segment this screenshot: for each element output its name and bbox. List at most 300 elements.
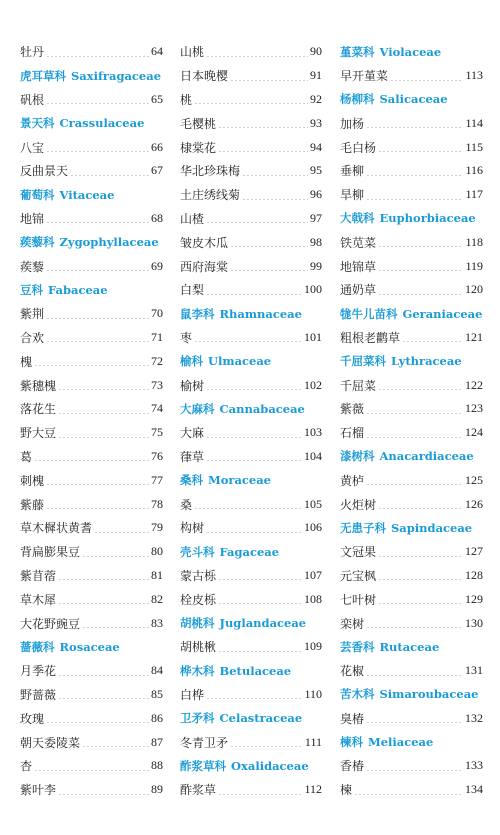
dot-leader xyxy=(58,437,149,438)
family-name-chinese: 牻牛儿苗科 xyxy=(340,306,398,321)
species-name: 榆树 xyxy=(180,378,205,393)
species-name: 反曲景天 xyxy=(20,164,69,179)
family-name-chinese: 壳斗科 xyxy=(180,544,215,559)
page-number: 66 xyxy=(151,139,163,154)
page-number: 131 xyxy=(465,663,483,678)
family-header xyxy=(180,706,322,730)
species-name: 草木犀 xyxy=(20,592,57,607)
family-header xyxy=(340,683,483,707)
index-entry[interactable] xyxy=(180,492,322,516)
species-name: 皱皮木瓜 xyxy=(180,235,229,250)
family-name-latin: Vitaceae xyxy=(59,187,115,202)
page-number: 100 xyxy=(304,282,322,297)
index-entry[interactable] xyxy=(340,111,483,135)
index-entry[interactable] xyxy=(180,564,322,588)
index-entry[interactable] xyxy=(340,254,483,278)
family-name-chinese: 杨柳科 xyxy=(340,92,375,107)
index-entry[interactable] xyxy=(340,230,483,254)
species-name: 刺槐 xyxy=(20,473,45,488)
species-name: 香椿 xyxy=(340,759,365,774)
index-entry[interactable] xyxy=(180,40,322,64)
index-column-3 xyxy=(340,40,483,802)
family-name-latin: Saxifragaceae xyxy=(71,68,162,83)
index-entry[interactable] xyxy=(340,183,483,207)
family-header xyxy=(340,207,483,231)
family-name-chinese: 景天科 xyxy=(20,116,55,131)
index-entry[interactable] xyxy=(20,778,163,802)
species-name: 冬青卫矛 xyxy=(180,735,229,750)
dot-leader xyxy=(218,151,308,152)
index-entry[interactable] xyxy=(340,278,483,302)
index-entry[interactable] xyxy=(340,468,483,492)
index-entry[interactable] xyxy=(20,587,163,611)
family-name-latin: Violaceae xyxy=(379,44,442,59)
dot-leader xyxy=(230,246,308,247)
dot-leader xyxy=(194,341,302,342)
family-name-latin: Juglandaceae xyxy=(219,616,307,631)
family-header xyxy=(180,659,322,683)
page-number: 64 xyxy=(151,44,163,59)
dot-leader xyxy=(46,508,149,509)
index-entry[interactable] xyxy=(340,564,483,588)
dot-leader xyxy=(218,651,302,652)
page-number: 69 xyxy=(151,258,163,273)
index-entry[interactable] xyxy=(180,135,322,159)
page-number: 77 xyxy=(151,472,163,487)
family-header xyxy=(20,64,163,88)
family-name-latin: Ulmaceae xyxy=(208,354,272,369)
page-number: 88 xyxy=(151,758,163,773)
family-name-chinese: 大戟科 xyxy=(340,211,375,226)
page-number: 85 xyxy=(151,686,163,701)
index-entry[interactable] xyxy=(340,492,483,516)
dot-leader xyxy=(206,698,302,699)
index-entry[interactable] xyxy=(20,683,163,707)
page-number: 78 xyxy=(151,496,163,511)
family-name-latin: Geraniaceae xyxy=(402,306,483,321)
dot-leader xyxy=(378,603,463,604)
index-entry[interactable] xyxy=(20,88,163,112)
dot-leader xyxy=(82,627,149,628)
species-name: 栾树 xyxy=(340,616,365,631)
index-entry[interactable] xyxy=(180,254,322,278)
page-number: 76 xyxy=(151,448,163,463)
index-entry[interactable] xyxy=(340,159,483,183)
page-number: 132 xyxy=(465,710,483,725)
page-number: 117 xyxy=(465,187,483,202)
dot-leader xyxy=(218,127,308,128)
dot-leader xyxy=(46,103,149,104)
index-entry[interactable] xyxy=(20,326,163,350)
page-number: 116 xyxy=(465,163,483,178)
species-name: 酢浆草 xyxy=(180,783,217,798)
family-name-chinese: 千屈菜科 xyxy=(340,354,386,369)
species-name: 杏 xyxy=(20,759,33,774)
page-number: 93 xyxy=(310,115,322,130)
index-entry[interactable] xyxy=(180,778,322,802)
family-name-latin: Euphorbiaceae xyxy=(379,211,476,226)
index-entry[interactable] xyxy=(180,683,322,707)
species-name: 旱柳 xyxy=(340,188,365,203)
page-number: 129 xyxy=(465,591,483,606)
page-number: 119 xyxy=(465,258,483,273)
index-entry[interactable] xyxy=(340,611,483,635)
dot-leader xyxy=(70,175,149,176)
page-number: 72 xyxy=(151,353,163,368)
index-entry[interactable] xyxy=(20,254,163,278)
index-entry[interactable] xyxy=(180,64,322,88)
species-name: 野蔷薇 xyxy=(20,687,57,702)
index-entry[interactable] xyxy=(20,207,163,231)
species-name: 日本晚樱 xyxy=(180,69,229,84)
page-number: 111 xyxy=(304,734,322,749)
dot-leader xyxy=(34,460,149,461)
species-name: 玫瑰 xyxy=(20,711,45,726)
family-header xyxy=(20,230,163,254)
index-entry[interactable] xyxy=(340,326,483,350)
species-name: 白桦 xyxy=(180,687,205,702)
family-header xyxy=(180,754,322,778)
page-number: 92 xyxy=(310,91,322,106)
dot-leader xyxy=(366,437,463,438)
page-number: 133 xyxy=(465,758,483,773)
dot-leader xyxy=(58,698,149,699)
species-name: 华北珍珠梅 xyxy=(180,164,241,179)
species-name: 草木樨状黄耆 xyxy=(20,521,93,536)
dot-leader xyxy=(218,603,302,604)
page-number: 91 xyxy=(310,68,322,83)
dot-leader xyxy=(46,484,149,485)
index-entry[interactable] xyxy=(20,40,163,64)
dot-leader xyxy=(378,389,463,390)
dot-leader xyxy=(58,389,149,390)
index-entry[interactable] xyxy=(180,587,322,611)
index-entry[interactable] xyxy=(180,183,322,207)
index-entry[interactable] xyxy=(180,635,322,659)
page-number: 121 xyxy=(465,329,483,344)
dot-leader xyxy=(206,532,302,533)
species-name: 胡桃楸 xyxy=(180,640,217,655)
species-name: 枣 xyxy=(180,330,193,345)
index-entry[interactable] xyxy=(20,373,163,397)
dot-leader xyxy=(46,270,149,271)
page-number: 87 xyxy=(151,734,163,749)
dot-leader xyxy=(378,151,463,152)
family-name-chinese: 葡萄科 xyxy=(20,187,55,202)
family-header xyxy=(340,40,483,64)
dot-leader xyxy=(46,56,149,57)
family-name-latin: Sapindaceae xyxy=(391,520,473,535)
dot-leader xyxy=(242,175,308,176)
family-name-chinese: 桦木科 xyxy=(180,663,215,678)
species-name: 八宝 xyxy=(20,140,45,155)
species-name: 粗根老鹳草 xyxy=(340,330,401,345)
index-entry[interactable] xyxy=(340,659,483,683)
dot-leader xyxy=(34,770,149,771)
dot-leader xyxy=(366,127,463,128)
family-name-chinese: 胡桃科 xyxy=(180,616,215,631)
index-entry[interactable] xyxy=(340,587,483,611)
species-name: 蒺藜 xyxy=(20,259,45,274)
dot-leader xyxy=(366,413,463,414)
index-entry[interactable] xyxy=(180,230,322,254)
page-number: 81 xyxy=(151,567,163,582)
species-name: 通奶草 xyxy=(340,283,377,298)
dot-leader xyxy=(34,365,149,366)
species-name: 朝天委陵菜 xyxy=(20,735,81,750)
dot-leader xyxy=(58,413,149,414)
page-number: 128 xyxy=(465,567,483,582)
family-name-latin: Celastraceae xyxy=(219,711,303,726)
index-entry[interactable] xyxy=(20,349,163,373)
species-name: 蒙古栎 xyxy=(180,568,217,583)
species-name: 毛樱桃 xyxy=(180,116,217,131)
species-name: 栓皮栎 xyxy=(180,592,217,607)
species-name: 垂柳 xyxy=(340,164,365,179)
page-number: 70 xyxy=(151,306,163,321)
page-number: 110 xyxy=(304,686,322,701)
dot-leader xyxy=(218,579,302,580)
species-name: 楝 xyxy=(340,783,353,798)
family-header xyxy=(340,349,483,373)
page-number: 115 xyxy=(465,139,483,154)
family-name-latin: Moraceae xyxy=(208,473,271,488)
page-number: 101 xyxy=(304,329,322,344)
index-entry[interactable] xyxy=(180,326,322,350)
dot-leader xyxy=(366,175,463,176)
family-name-latin: Crassulaceae xyxy=(59,116,145,131)
index-entry[interactable] xyxy=(20,516,163,540)
species-name: 花椒 xyxy=(340,664,365,679)
dot-leader xyxy=(206,389,302,390)
dot-leader xyxy=(58,603,149,604)
index-entry[interactable] xyxy=(340,421,483,445)
species-name: 黄栌 xyxy=(340,473,365,488)
page-number: 96 xyxy=(310,187,322,202)
index-entry[interactable] xyxy=(340,540,483,564)
family-name-chinese: 虎耳草科 xyxy=(20,68,66,83)
dot-leader xyxy=(230,746,303,747)
dot-leader xyxy=(58,579,149,580)
dot-leader xyxy=(46,341,149,342)
family-name-chinese: 蒺藜科 xyxy=(20,235,55,250)
family-header xyxy=(340,635,483,659)
page-number: 130 xyxy=(465,615,483,630)
index-entry[interactable] xyxy=(340,754,483,778)
family-header xyxy=(180,302,322,326)
species-name: 西府海棠 xyxy=(180,259,229,274)
family-name-latin: Meliaceae xyxy=(368,735,434,749)
page-number: 127 xyxy=(465,544,483,559)
index-entry[interactable] xyxy=(20,445,163,469)
species-name: 大麻 xyxy=(180,426,205,441)
species-name: 紫叶李 xyxy=(20,783,57,798)
index-entry[interactable] xyxy=(340,373,483,397)
dot-leader xyxy=(378,508,463,509)
family-name-latin: Rosaceae xyxy=(59,639,120,654)
page-number: 114 xyxy=(465,115,483,130)
species-name: 矾根 xyxy=(20,92,45,107)
page-number: 107 xyxy=(304,567,322,582)
page-number: 74 xyxy=(151,401,163,416)
page-number: 89 xyxy=(151,782,163,797)
species-name: 千屈菜 xyxy=(340,378,377,393)
page-number: 67 xyxy=(151,163,163,178)
dot-leader xyxy=(206,56,308,57)
species-name: 白梨 xyxy=(180,283,205,298)
index-entry[interactable] xyxy=(20,540,163,564)
page-number: 71 xyxy=(151,329,163,344)
index-entry[interactable] xyxy=(180,516,322,540)
page-number: 94 xyxy=(310,139,322,154)
species-name: 七叶树 xyxy=(340,592,377,607)
species-name: 大花野豌豆 xyxy=(20,616,81,631)
species-name: 土庄绣线菊 xyxy=(180,188,241,203)
dot-leader xyxy=(218,794,302,795)
family-name-latin: Anacardiaceae xyxy=(379,449,474,464)
family-name-chinese: 鼠李科 xyxy=(180,306,215,321)
index-entry[interactable] xyxy=(20,397,163,421)
dot-leader xyxy=(366,484,463,485)
species-name: 石榴 xyxy=(340,426,365,441)
index-entry[interactable] xyxy=(340,778,483,802)
dot-leader xyxy=(378,579,463,580)
dot-leader xyxy=(378,270,463,271)
family-name-chinese: 卫矛科 xyxy=(180,711,215,726)
index-entry[interactable] xyxy=(20,564,163,588)
index-entry[interactable] xyxy=(20,659,163,683)
page-number: 123 xyxy=(465,401,483,416)
species-name: 合欢 xyxy=(20,330,45,345)
species-name: 紫穗槐 xyxy=(20,378,57,393)
page-number: 108 xyxy=(304,591,322,606)
family-name-chinese: 堇菜科 xyxy=(340,44,375,59)
index-entry[interactable] xyxy=(20,492,163,516)
page-number: 102 xyxy=(304,377,322,392)
dot-leader xyxy=(46,722,149,723)
family-header xyxy=(340,730,483,754)
dot-leader xyxy=(378,556,463,557)
dot-leader xyxy=(206,222,308,223)
page-number: 68 xyxy=(151,210,163,225)
family-header xyxy=(20,183,163,207)
index-column-2 xyxy=(180,40,322,802)
family-name-latin: Cannabaceae xyxy=(219,401,305,416)
species-name: 早开堇菜 xyxy=(340,69,389,84)
family-name-latin: Lythraceae xyxy=(391,354,462,369)
species-name: 牡丹 xyxy=(20,45,45,60)
page-number: 80 xyxy=(151,544,163,559)
page-number: 112 xyxy=(304,782,322,797)
page-number: 97 xyxy=(310,210,322,225)
family-header xyxy=(180,397,322,421)
dot-leader xyxy=(194,103,308,104)
family-name-latin: Betulaceae xyxy=(219,663,292,678)
species-name: 落花生 xyxy=(20,402,57,417)
page-number: 84 xyxy=(151,663,163,678)
family-header xyxy=(20,111,163,135)
index-entry[interactable] xyxy=(20,611,163,635)
dot-leader xyxy=(194,508,302,509)
species-name: 槐 xyxy=(20,354,33,369)
dot-leader xyxy=(58,794,149,795)
index-entry[interactable] xyxy=(180,730,322,754)
dot-leader xyxy=(230,270,308,271)
family-name-chinese: 桑科 xyxy=(180,473,203,488)
family-header xyxy=(180,611,322,635)
index-entry[interactable] xyxy=(20,706,163,730)
index-entry[interactable] xyxy=(20,421,163,445)
dot-leader xyxy=(82,746,149,747)
species-name: 月季花 xyxy=(20,664,57,679)
dot-leader xyxy=(366,627,463,628)
index-entry[interactable] xyxy=(340,397,483,421)
dot-leader xyxy=(206,294,302,295)
species-name: 山桃 xyxy=(180,45,205,60)
page-number: 98 xyxy=(310,234,322,249)
species-name: 背扁膨果豆 xyxy=(20,545,81,560)
dot-leader xyxy=(242,199,308,200)
page-number: 113 xyxy=(465,68,483,83)
page-number: 125 xyxy=(465,472,483,487)
index-entry[interactable] xyxy=(340,64,483,88)
index-entry[interactable] xyxy=(180,111,322,135)
index-entry[interactable] xyxy=(340,135,483,159)
family-name-latin: Zygophyllaceae xyxy=(59,235,159,250)
index-entry[interactable] xyxy=(180,88,322,112)
dot-leader xyxy=(402,341,463,342)
index-entry[interactable] xyxy=(20,302,163,326)
dot-leader xyxy=(354,794,463,795)
index-entry[interactable] xyxy=(180,445,322,469)
family-header xyxy=(20,278,163,302)
index-entry[interactable] xyxy=(180,373,322,397)
page-number: 99 xyxy=(310,258,322,273)
family-name-latin: Fagaceae xyxy=(219,544,280,559)
dot-leader xyxy=(46,151,149,152)
page-number: 120 xyxy=(465,282,483,297)
species-name: 野大豆 xyxy=(20,426,57,441)
species-name: 文冠果 xyxy=(340,545,377,560)
index-entry[interactable] xyxy=(20,135,163,159)
family-name-latin: Salicaceae xyxy=(379,92,448,107)
page-number: 134 xyxy=(465,782,483,797)
index-entry[interactable] xyxy=(180,207,322,231)
index-entry[interactable] xyxy=(20,468,163,492)
index-entry[interactable] xyxy=(20,730,163,754)
species-name: 毛白杨 xyxy=(340,140,377,155)
index-entry[interactable] xyxy=(340,706,483,730)
dot-leader xyxy=(46,318,149,319)
family-header xyxy=(180,349,322,373)
index-entry[interactable] xyxy=(180,278,322,302)
dot-leader xyxy=(390,80,463,81)
index-entry[interactable] xyxy=(180,421,322,445)
index-entry[interactable] xyxy=(180,159,322,183)
page-number: 103 xyxy=(304,425,322,440)
family-name-chinese: 苦木科 xyxy=(340,687,375,702)
species-name: 紫苜蓿 xyxy=(20,568,57,583)
index-entry[interactable] xyxy=(20,159,163,183)
page-number: 109 xyxy=(304,639,322,654)
index-entry[interactable] xyxy=(20,754,163,778)
family-header xyxy=(340,302,483,326)
family-name-latin: Simaroubaceae xyxy=(379,687,479,702)
dot-leader xyxy=(58,675,149,676)
species-name: 山楂 xyxy=(180,211,205,226)
species-name: 臭椿 xyxy=(340,711,365,726)
dot-leader xyxy=(378,246,463,247)
